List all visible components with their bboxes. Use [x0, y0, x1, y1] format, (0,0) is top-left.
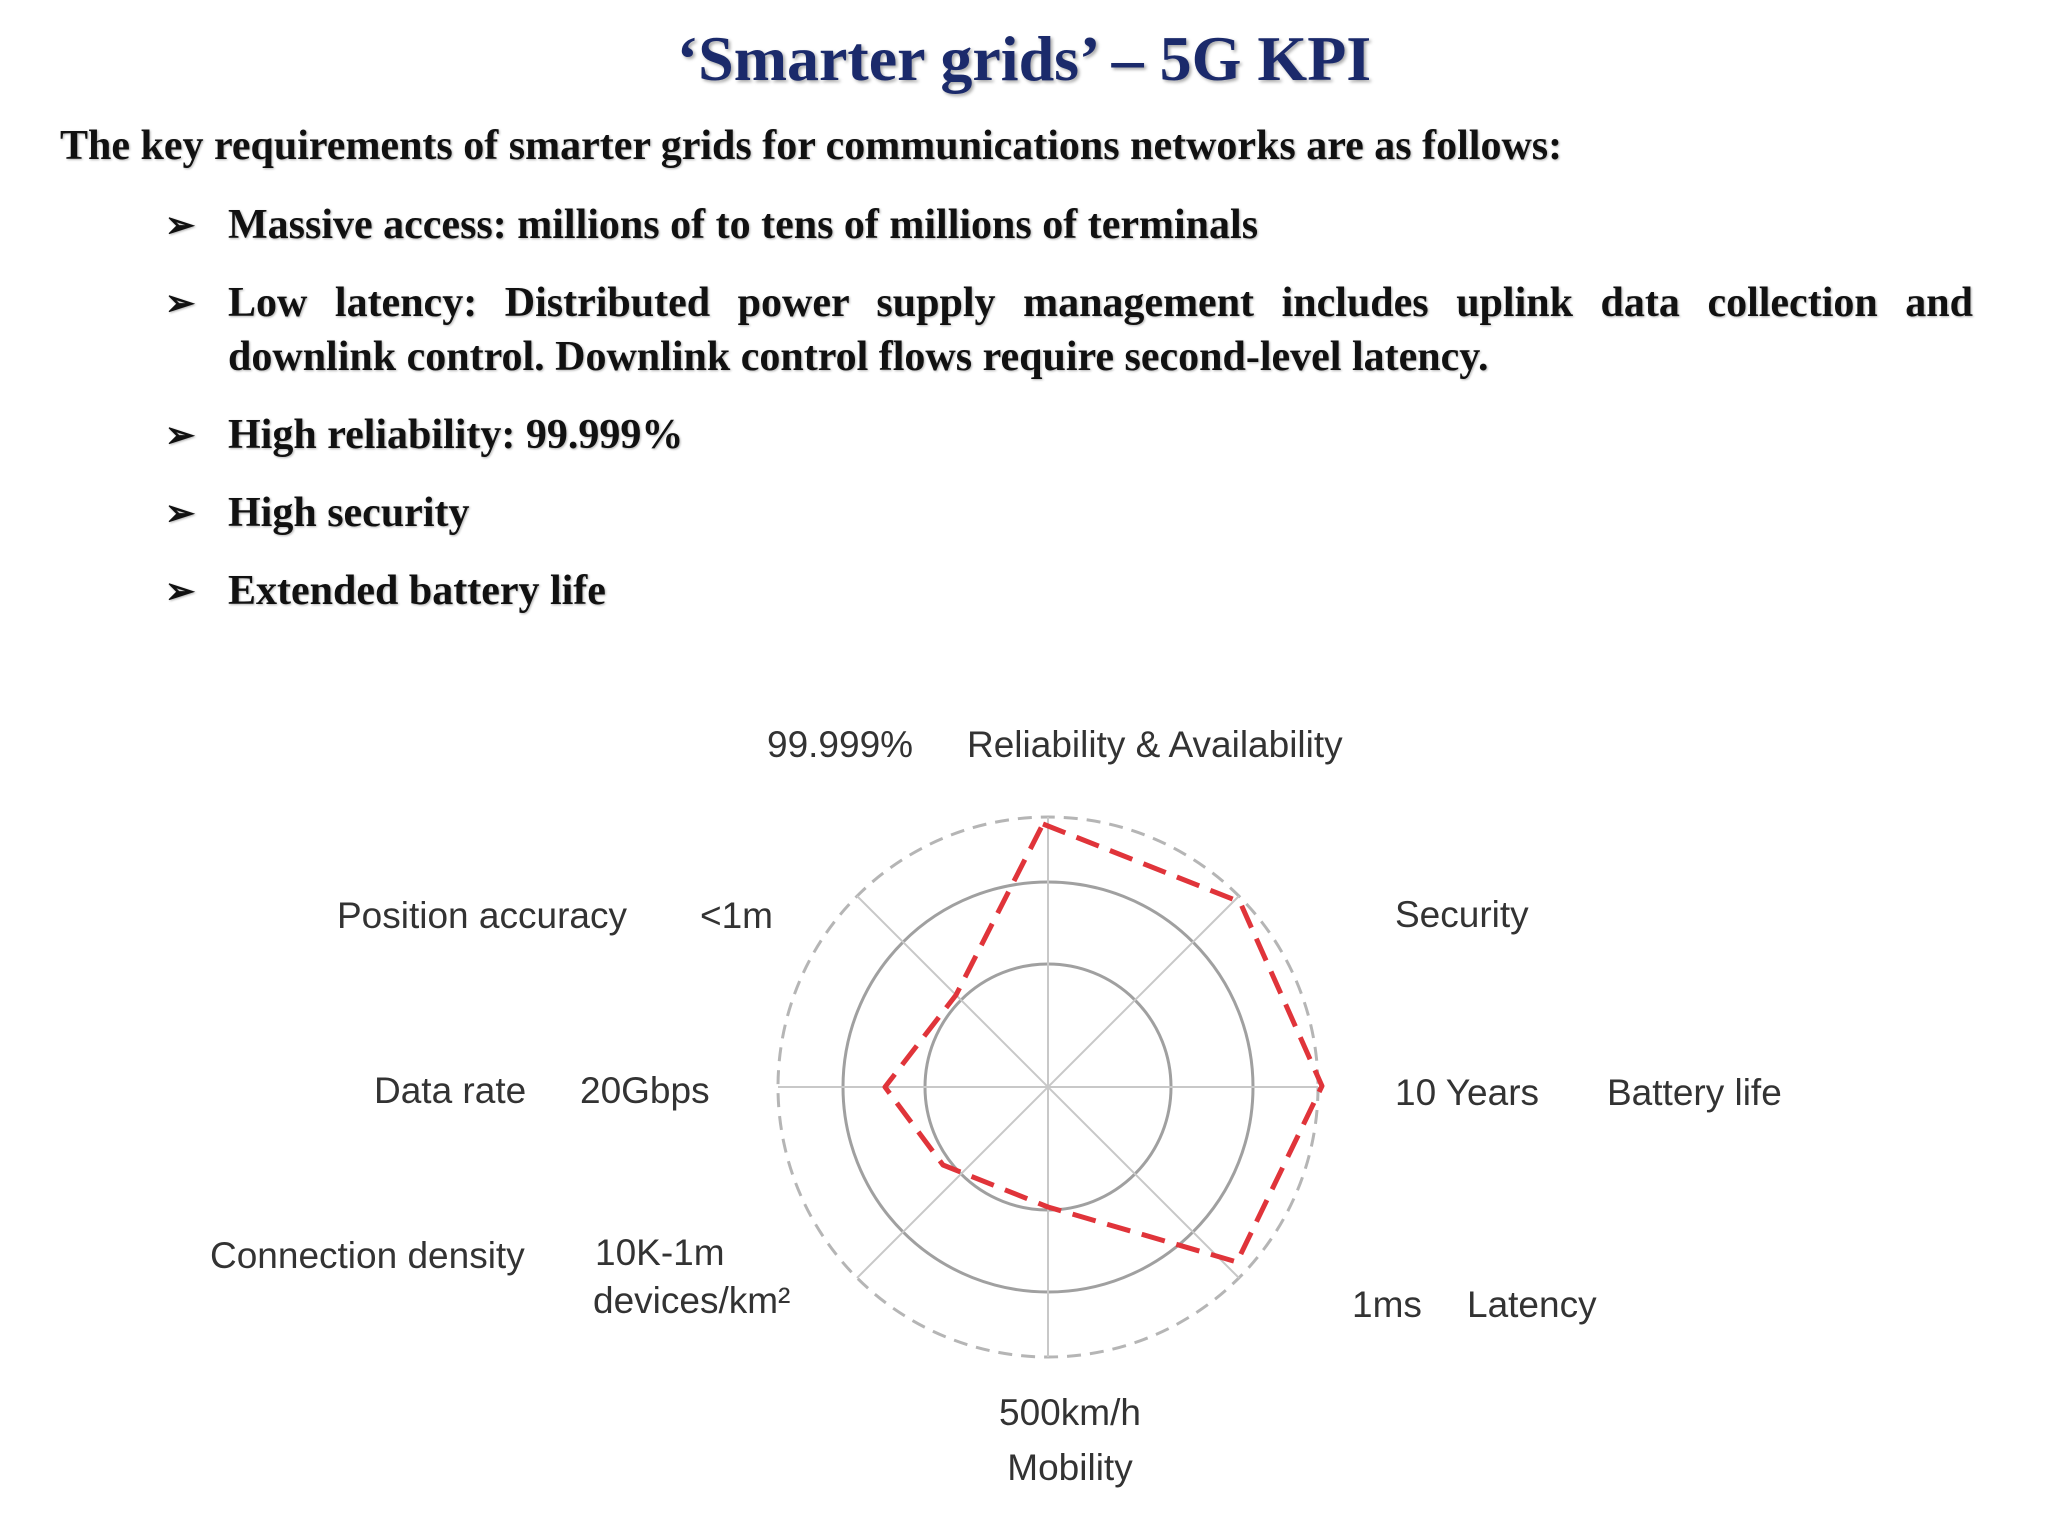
reliability-axis-label: Reliability & Availability — [967, 724, 1343, 765]
latency-axis-label: Latency — [1467, 1284, 1597, 1325]
mobility-axis-label: Mobility — [1007, 1447, 1133, 1488]
list-item — [165, 486, 1973, 540]
datarate-axis-label: Data rate — [374, 1070, 527, 1111]
battery-value-label: 10 Years — [1395, 1072, 1540, 1113]
latency-value-label: 1ms — [1352, 1284, 1422, 1325]
intro-text: The key requirements of smarter grids for communications networks are as follows: — [60, 123, 1563, 169]
list-item — [165, 198, 1973, 252]
density-value-label: 10K-1m — [595, 1232, 725, 1273]
mobility-value-label: 500km/h — [999, 1392, 1141, 1433]
density-axis-label: Connection density — [210, 1235, 525, 1276]
slide-title: ‘Smarter grids’ – 5G KPI — [676, 23, 1372, 94]
position-axis-label: Position accuracy — [337, 895, 627, 936]
requirement-text: High reliability: 99.999% — [228, 412, 684, 458]
arrow-bullet-icon: ➢ — [165, 571, 196, 611]
list-item — [165, 564, 1973, 618]
reliability-value-label: 99.999% — [767, 724, 914, 765]
requirement-text: Extended battery life — [228, 568, 606, 614]
arrow-bullet-icon: ➢ — [165, 283, 196, 323]
requirements-list — [165, 198, 1973, 642]
arrow-bullet-icon: ➢ — [165, 493, 196, 533]
security-axis-label: Security — [1395, 894, 1529, 935]
requirement-text: Low latency: Distributed power supply management includes uplink data collection and downlink control. Downlink control flows require second-level latency. — [228, 280, 1973, 380]
requirement-text: Massive access: millions of to tens of millions of terminals — [228, 202, 1259, 248]
battery-axis-label: Battery life — [1607, 1072, 1782, 1113]
datarate-value-label: 20Gbps — [580, 1070, 710, 1111]
arrow-bullet-icon: ➢ — [165, 415, 196, 455]
list-item — [165, 408, 1973, 462]
requirement-text: High security — [228, 490, 470, 536]
list-item — [165, 276, 1973, 384]
kpi-radar-diagram — [0, 680, 2048, 1536]
position-value-label: <1m — [700, 895, 774, 936]
density-unit-label: devices/km² — [593, 1280, 791, 1321]
arrow-bullet-icon: ➢ — [165, 205, 196, 245]
